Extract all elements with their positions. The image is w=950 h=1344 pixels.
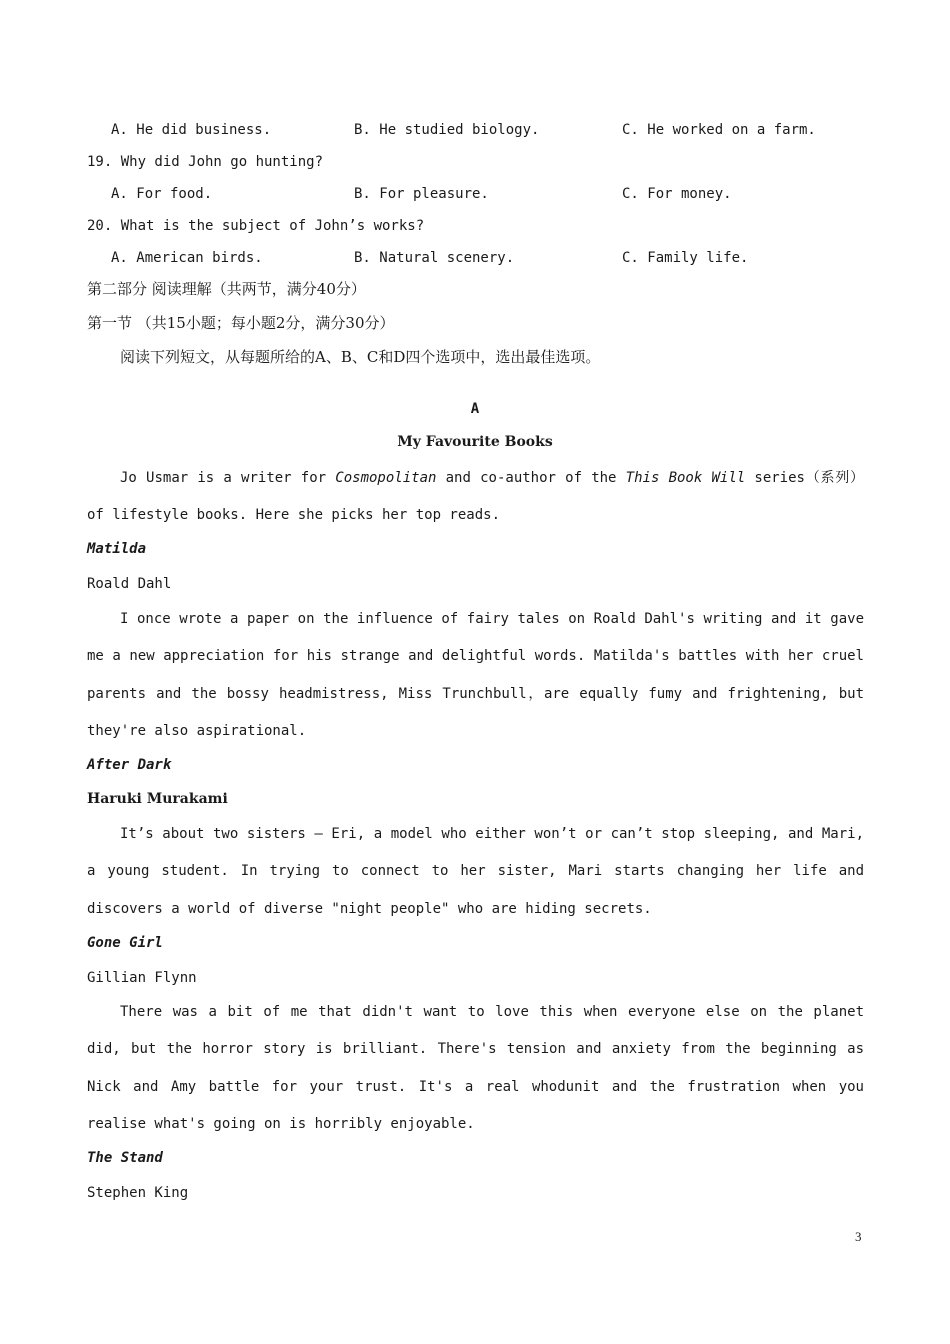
q20-option-b: B. Natural scenery.	[354, 250, 515, 266]
magazine-name: Cosmopolitan	[335, 470, 437, 486]
q19-option-a: A. For food.	[111, 186, 213, 202]
intro-text-1: Jo Usmar is a writer for	[120, 470, 336, 486]
book-title-after-dark: After Dark	[87, 757, 172, 773]
book-review-gone-girl	[87, 994, 864, 1143]
intro-paragraph	[87, 460, 864, 535]
book-title-the-stand: The Stand	[87, 1150, 163, 1166]
q18-option-a: A. He did business.	[111, 122, 272, 138]
q19-option-c: C. For money.	[622, 186, 732, 202]
q20-question: 20. What is the subject of John’s works?	[87, 218, 425, 234]
book-author-matilda: Roald Dahl	[87, 576, 172, 592]
book-review-matilda	[87, 601, 864, 750]
page-number: 3	[855, 1229, 862, 1244]
book-author-after-dark: Haruki Murakami	[87, 791, 228, 807]
q19-question: 19. Why did John go hunting?	[87, 154, 324, 170]
book-title-gone-girl: Gone Girl	[87, 935, 163, 951]
series-name: This Book Will	[625, 470, 746, 486]
book-review-after-dark	[87, 816, 864, 928]
book-title-matilda: Matilda	[87, 541, 147, 557]
intro-text-2: and co-author of the	[436, 470, 626, 486]
review-text: It’s about two sisters — Eri, a model who either won’t or can’t stop sleeping, and Mari, a young student. In trying to connect to her sister, Mari starts changing her life and discovers a world of diverse "night people" who are hiding secrets.	[87, 826, 864, 917]
part2-heading: 第二部分 阅读理解（共两节，满分40分）	[87, 280, 366, 298]
review-text: I once wrote a paper on the influence of fairy tales on Roald Dahl's writing and it gave me a new appreciation for his strange and delightful words. Matilda's battles with her cruel parents and the bossy headmistress, Miss Trunchbull，are equally fumy and frightening, but they're also aspirational.	[87, 611, 864, 739]
q18-option-b: B. He studied biology.	[354, 122, 540, 138]
book-author-gone-girl: Gillian Flynn	[87, 970, 197, 986]
passage-letter: A	[470, 401, 480, 417]
book-author-the-stand: Stephen King	[87, 1185, 189, 1201]
review-text: There was a bit of me that didn't want to love this when everyone else on the planet did, but the horror story is brilliant. There's tension and anxiety from the beginning as Nick and Amy battle for your trust. It's a real whodunit and the frustration when you realise what's going on is horribly enjoyable.	[87, 1004, 864, 1132]
q20-option-a: A. American birds.	[111, 250, 263, 266]
passage-title: My Favourite Books	[397, 434, 553, 450]
q19-option-b: B. For pleasure.	[354, 186, 489, 202]
reading-instruction: 阅读下列短文，从每题所给的A、B、C和D四个选项中，选出最佳选项。	[120, 348, 601, 366]
intro-text-3: series（系列）of lifestyle books. Here she picks her top reads.	[87, 470, 864, 524]
section1-heading: 第一节 （共15小题；每小题2分，满分30分）	[87, 314, 395, 332]
q18-option-c: C. He worked on a farm.	[622, 122, 816, 138]
q20-option-c: C. Family life.	[622, 250, 749, 266]
